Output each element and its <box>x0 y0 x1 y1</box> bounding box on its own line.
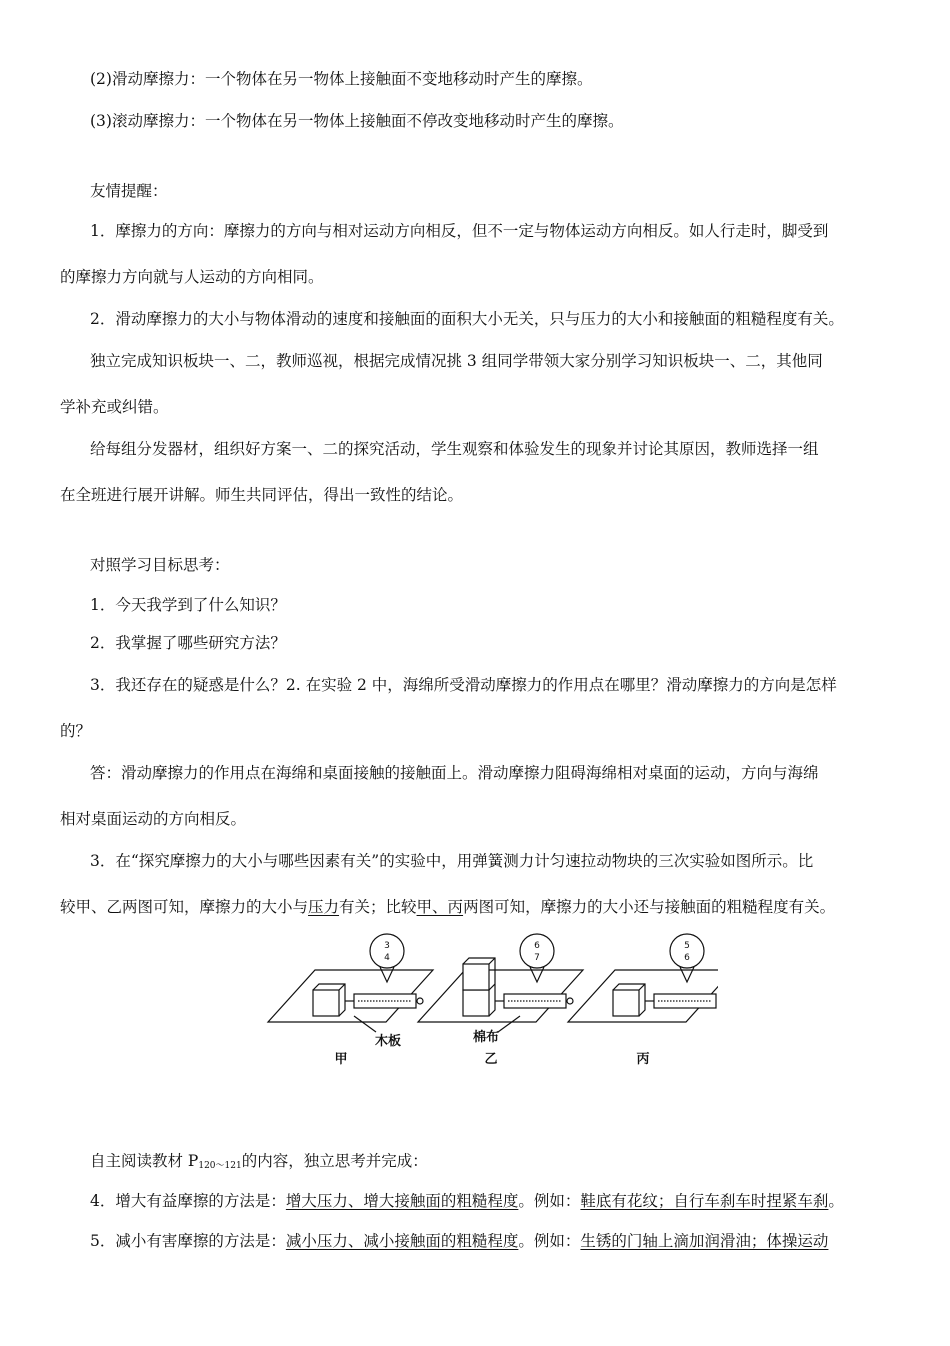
exercise-3-answer-pressure: 压力 <box>308 898 340 916</box>
scale-ring-a <box>417 998 423 1004</box>
dial-c-upper: 5 <box>684 941 690 951</box>
reading-text-b: 的内容，独立思考并完成： <box>241 1152 428 1170</box>
reminder-1-line-2: 的摩擦力方向就与人运动的方向相同。 <box>60 268 324 286</box>
exercise-3-text-c: 两图可知，摩擦力的大小还与接触面的粗糙程度有关。 <box>463 898 836 916</box>
method-5 <box>90 1230 940 1252</box>
caption-a: 甲 <box>334 1052 348 1067</box>
method-4-text-a: 4．增大有益摩擦的方法是： <box>90 1192 286 1210</box>
dial-b-lower: 7 <box>534 953 540 963</box>
dial-c-lower: 6 <box>684 953 690 963</box>
teaching-note-2-line-1: 给每组分发器材，组织好方案一、二的探究活动，学生观察和体验发生的现象并讨论其原因，教师选择一组 <box>90 440 819 458</box>
caption-c: 丙 <box>636 1052 650 1067</box>
method-4 <box>90 1190 940 1212</box>
method-5-text-a: 5．减小有害摩擦的方法是： <box>90 1232 286 1250</box>
answer-line-2: 相对桌面运动的方向相反。 <box>60 810 247 828</box>
block-b-upper <box>463 964 489 990</box>
question-1: 1．今天我学到了什么知识？ <box>90 596 286 614</box>
reminder-2: 2．滑动摩擦力的大小与物体滑动的速度和接触面的面积大小无关，只与压力的大小和接触面的粗糙程度有关。 <box>90 310 844 328</box>
exercise-3-line-1: 3．在“探究摩擦力的大小与哪些因素有关”的实验中，用弹簧测力计匀速拉动物块的三次实验如图所示。比 <box>90 852 814 870</box>
caption-b: 乙 <box>484 1052 498 1067</box>
method-5-answer: 减小压力、减小接触面的粗糙程度 <box>285 1232 519 1250</box>
label-board: 木板 <box>374 1034 402 1049</box>
exercise-3-text-b: 有关；比较 <box>339 898 417 916</box>
method-4-text-c: 。 <box>828 1192 844 1210</box>
reflection-heading: 对照学习目标思考： <box>90 556 230 574</box>
teaching-note-2-line-2: 在全班进行展开讲解。师生共同评估，得出一致性的结论。 <box>60 486 464 504</box>
method-4-example: 鞋底有花纹；自行车刹车时捏紧车刹 <box>580 1192 829 1210</box>
exercise-3-answer-figures: 甲、丙 <box>416 898 464 916</box>
reminder-1-line-1: 1．摩擦力的方向：摩擦力的方向与相对运动方向相反，但不一定与物体运动方向相反。如人行走时，脚受到 <box>90 222 829 240</box>
teaching-note-1-line-2: 学补充或纠错。 <box>60 398 169 416</box>
label-cloth: 棉布 <box>472 1030 500 1045</box>
question-3-line-1: 3．我还存在的疑惑是什么？2. 在实验 2 中，海绵所受滑动摩擦力的作用点在哪里？滑动摩擦力的方向是怎样 <box>90 676 837 694</box>
method-4-text-b: 。例如： <box>518 1192 581 1210</box>
leader-board <box>354 1016 376 1032</box>
exercise-3-line-2 <box>60 896 910 918</box>
leader-cloth <box>498 1016 520 1032</box>
method-4-answer: 增大压力、增大接触面的粗糙程度 <box>285 1192 519 1210</box>
dial-a-lower: 4 <box>384 953 390 963</box>
paragraph-rolling-friction: (3)滚动摩擦力：一个物体在另一物体上接触面不停改变地移动时产生的摩擦。 <box>90 112 624 130</box>
method-5-text-b: 。例如： <box>518 1232 581 1250</box>
reminder-heading: 友情提醒： <box>90 182 168 200</box>
answer-line-1: 答：滑动摩擦力的作用点在海绵和桌面接触的接触面上。滑动摩擦力阻碍海绵相对桌面的运动，方向与海绵 <box>90 764 819 782</box>
block-c <box>613 990 639 1016</box>
reading-page-range: 120～121 <box>198 1161 242 1171</box>
block-a <box>313 990 339 1016</box>
block-b-lower <box>463 990 489 1016</box>
method-5-example: 生锈的门轴上滴加润滑油；体操运动 <box>580 1232 829 1250</box>
question-3-line-2: 的？ <box>60 722 92 740</box>
friction-experiment-figure <box>258 924 718 1074</box>
question-2: 2．我掌握了哪些研究方法？ <box>90 634 286 652</box>
reading-text-a: 自主阅读教材 P <box>90 1152 199 1170</box>
exercise-3-text-a: 较甲、乙两图可知，摩擦力的大小与 <box>60 898 309 916</box>
teaching-note-1-line-1: 独立完成知识板块一、二，教师巡视，根据完成情况挑 3 组同学带领大家分别学习知识板块一、二，其他同 <box>90 352 823 370</box>
reading-instruction <box>90 1150 940 1177</box>
dial-b-upper: 6 <box>534 941 540 951</box>
paragraph-sliding-friction: (2)滑动摩擦力：一个物体在另一物体上接触面不变地移动时产生的摩擦。 <box>90 70 593 88</box>
scale-ring-b <box>567 998 573 1004</box>
dial-a-upper: 3 <box>384 941 390 951</box>
